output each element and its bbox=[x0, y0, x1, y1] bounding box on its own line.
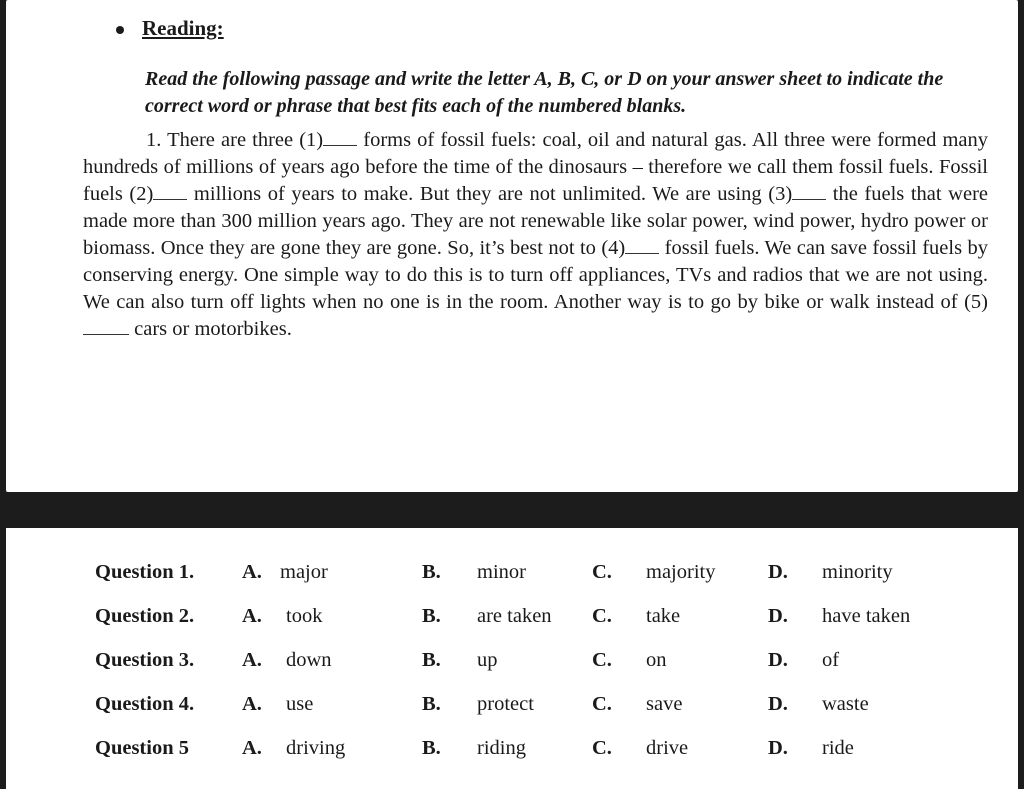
option-letter: B. bbox=[422, 737, 441, 759]
option-letter: D. bbox=[768, 605, 788, 627]
option-text: ride bbox=[822, 737, 854, 759]
option-text: use bbox=[286, 693, 314, 715]
document-page-top bbox=[6, 0, 1018, 492]
option-text: take bbox=[646, 605, 681, 627]
option-letter: D. bbox=[768, 561, 788, 583]
option-letter: B. bbox=[422, 605, 441, 627]
option-text: took bbox=[286, 605, 323, 627]
option-text: save bbox=[646, 693, 683, 715]
option-text: on bbox=[646, 649, 667, 671]
option-letter: B. bbox=[422, 693, 441, 715]
reading-passage bbox=[83, 127, 988, 343]
option-letter: C. bbox=[592, 693, 612, 715]
blank-3 bbox=[792, 185, 826, 200]
option-letter: A. bbox=[242, 561, 262, 583]
blank-5 bbox=[83, 320, 129, 335]
option-text: majority bbox=[646, 561, 716, 583]
option-letter: C. bbox=[592, 737, 612, 759]
blank-4 bbox=[625, 239, 659, 254]
option-letter: D. bbox=[768, 649, 788, 671]
bullet-icon bbox=[116, 26, 124, 34]
heading-text: Reading: bbox=[142, 16, 224, 40]
option-text: major bbox=[280, 561, 328, 583]
question-label: Question 5 bbox=[95, 737, 189, 759]
option-text: minor bbox=[477, 561, 526, 583]
question-label: Question 2. bbox=[95, 605, 195, 627]
blank-2 bbox=[153, 185, 187, 200]
option-letter: C. bbox=[592, 561, 612, 583]
passage-text: fossil fuels. We can save fossil fuels by conserving energy. One simple way to do this is to turn off appliances, TVs and radios that we are not using. We can also turn off lights when no one is in the room. Another way is to go by bike or walk instead of (5) bbox=[83, 237, 988, 313]
option-text: drive bbox=[646, 737, 689, 759]
passage-text: cars or motorbikes. bbox=[129, 318, 292, 340]
option-text: protect bbox=[477, 693, 534, 715]
option-letter: C. bbox=[592, 649, 612, 671]
instructions: Read the following passage and write the letter A, B, C, or D on your answer sheet to indicate the correct word or phrase that best fits each of the numbered blanks. bbox=[145, 68, 944, 117]
question-label: Question 3. bbox=[95, 649, 195, 671]
option-letter: B. bbox=[422, 561, 441, 583]
option-text: have taken bbox=[822, 605, 911, 627]
page-divider bbox=[0, 492, 1024, 528]
option-text: waste bbox=[822, 693, 869, 715]
question-label: Question 4. bbox=[95, 693, 195, 715]
option-text: riding bbox=[477, 737, 526, 759]
option-letter: A. bbox=[242, 605, 262, 627]
option-letter: D. bbox=[768, 737, 788, 759]
question-label: Question 1. bbox=[95, 561, 195, 583]
option-text: driving bbox=[286, 737, 346, 759]
option-letter: A. bbox=[242, 693, 262, 715]
passage-text: 1. There are three (1) bbox=[146, 129, 324, 151]
option-text: up bbox=[477, 649, 498, 671]
option-text: are taken bbox=[477, 605, 552, 627]
option-text: minority bbox=[822, 561, 893, 583]
option-letter: C. bbox=[592, 605, 612, 627]
option-letter: A. bbox=[242, 649, 262, 671]
option-letter: B. bbox=[422, 649, 441, 671]
option-text: of bbox=[822, 649, 840, 671]
passage-text: the fuels that were made more than 300 million years ago. They are not renewable like solar power, wind power, hydro power or biomass. Once they are gone they are gone. So, it’s best not to (4) bbox=[83, 183, 988, 259]
option-text: down bbox=[286, 649, 332, 671]
section-heading bbox=[116, 16, 224, 41]
passage-text: forms of fossil fuels: coal, oil and natural gas. All three were formed many hundreds of millions of years ago before the time of the dinosaurs – therefore we call them fossil fuels. Fossil fuels (2) bbox=[83, 129, 988, 205]
passage-text: millions of years to make. But they are not unlimited. We are using (3) bbox=[187, 183, 793, 205]
option-letter: D. bbox=[768, 693, 788, 715]
blank-1 bbox=[323, 131, 357, 146]
option-letter: A. bbox=[242, 737, 262, 759]
